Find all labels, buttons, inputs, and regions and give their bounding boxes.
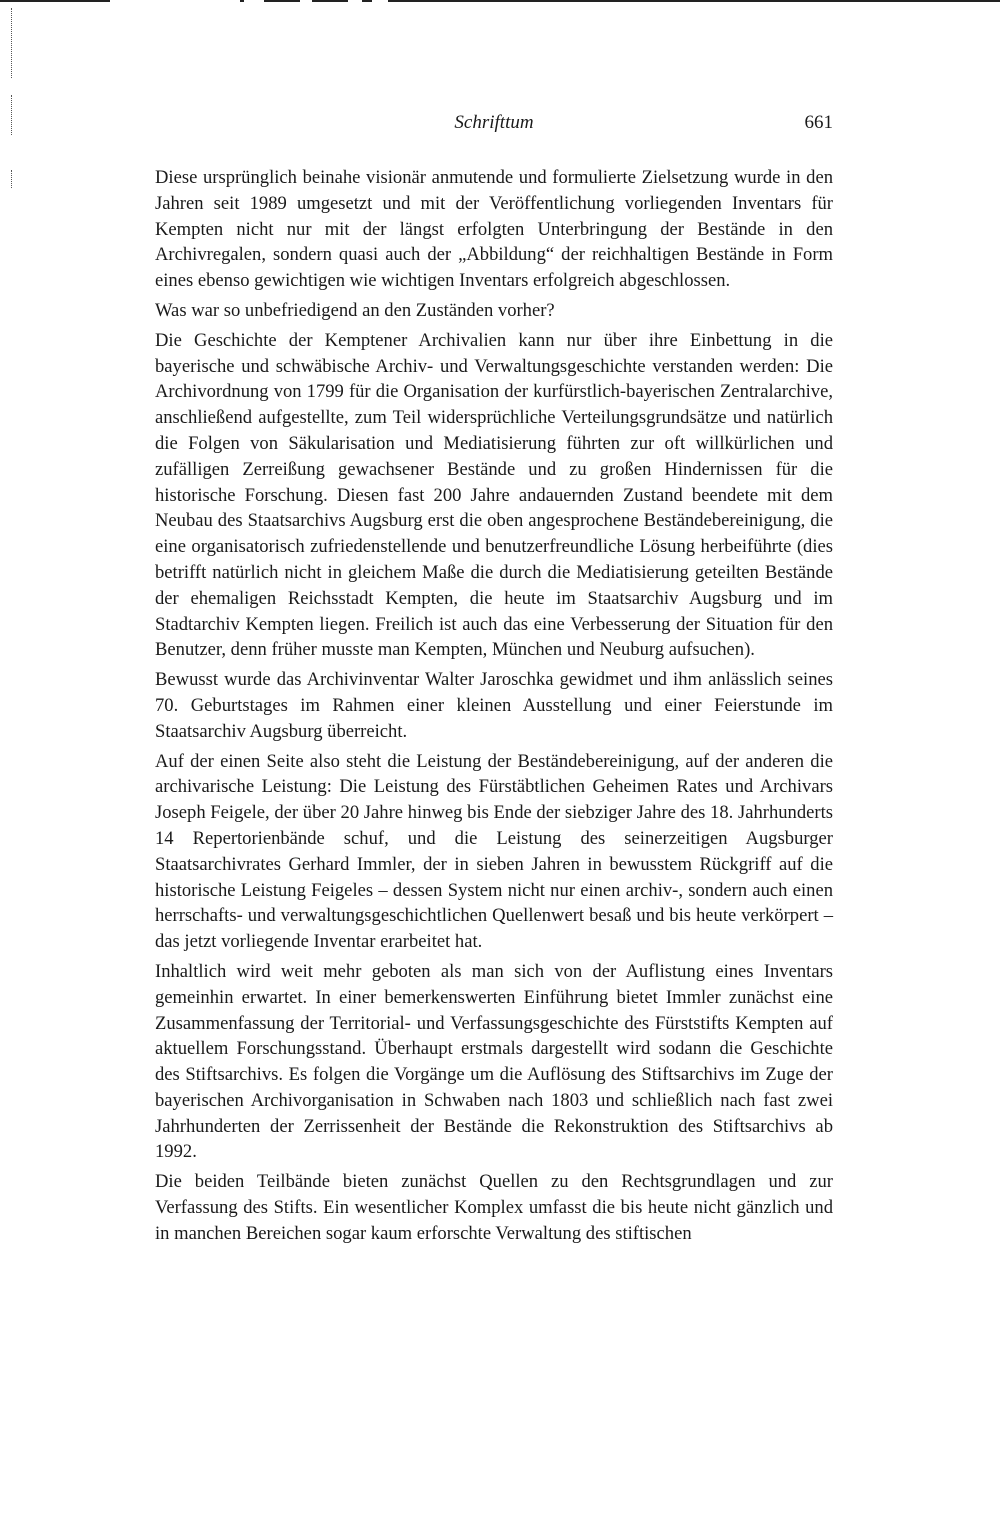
scan-mark-left — [11, 170, 12, 188]
paragraph: Bewusst wurde das Archivinventar Walter Jaroschka gewidmet und ihm anlässlich seines 70. Geburtstages im Rahmen einer kleinen Ausstellung und einer Feierstunde im Staatsarchiv Augsburg überreicht. — [155, 669, 833, 742]
paragraph: Inhaltlich wird weit mehr geboten als man sich von der Auflistung eines Inventars gemeinhin erwartet. In einer bemerkenswerten Einführung bietet Immler zunächst eine Zusammenfassung der Territorial- und Verfassungsgeschichte des Fürststifts Kempten auf aktuellem Forschungsstand. Überhaupt erstmals dargestellt wird sodann die Geschichte des Stiftsarchivs. Es folgen die Vorgänge um die Auflösung des Stiftsarchivs im Zuge der bayerischen Archivorganisation in Schwaben nach 1803 und schließlich nach fast zwei Jahrhunderten der Zerrissenheit der Bestände die Rekonstruktion des Stiftsarchivs ab 1992. — [155, 960, 833, 1163]
scan-mark-left — [11, 95, 12, 135]
scan-mark-left — [11, 8, 12, 78]
running-head — [155, 112, 833, 142]
paragraph: Diese ursprünglich beinahe visionär anmutende und formulierte Zielsetzung wurde in den Jahren seit 1989 umgesetzt und mit der Veröffentlichung vorliegenden Inventars für Kempten nicht nur mit der längst erfolgten Unterbringung der Bestände in den Archivregalen, sondern quasi auch der „Abbildung“ der reichhaltigen Bestände in Form eines ebenso gewichtigen wie wichtigen Inventars erfolgreich abgeschlossen. — [155, 167, 833, 292]
paragraph: Die beiden Teilbände bieten zunächst Quellen zu den Rechtsgrundlagen und zur Verfassung des Stifts. Ein wesentlicher Komplex umfasst die bis heute nicht gänzlich und in manchen Bereichen sogar kaum erforschte Verwaltung des stiftischen — [155, 1171, 833, 1244]
paragraph: Was war so unbefriedigend an den Zuständen vorher? — [155, 299, 555, 321]
page-number: 661 — [804, 112, 833, 133]
scan-border-top — [0, 0, 1000, 2]
body-text — [155, 165, 833, 1247]
paragraph: Die Geschichte der Kemptener Archivalien kann nur über ihre Einbettung in die bayerische und schwäbische Archiv- und Verwaltungsgeschichte verstanden werden: Die Archivordnung von 1799 für die Organisation der kurfürstlich-bayerischen Zentralarchive, anschließend aufgestellte, zum Teil widersprüchliche Verteilungsgrundsätze und natürlich die Folgen von Säkularisation und Mediatisierung führten zur oft willkürlichen und zufälligen Zerreißung gewachsener Bestände und zu großen Hindernissen für die historische Forschung. Diesen fast 200 Jahre andauernden Zustand beendete mit dem Neubau des Staatsarchivs Augsburg erst die oben angesprochene Beständebereinigung, die eine organisatorisch zufriedenstellende und benutzerfreundliche Lösung herbeiführte (dies betrifft natürlich nicht in gleichem Maße die durch die Mediatisierung geteilten Bestände der ehemaligen Reichsstadt Kempten, die heute im Staatsarchiv Augsburg und im Stadtarchiv Kempten liegen. Freilich ist auch das eine Verbesserung der Situation für den Benutzer, denn früher musste man Kempten, München und Neuburg aufsuchen). — [155, 329, 833, 661]
running-head-title: Schrifttum — [454, 112, 534, 133]
paragraph: Auf der einen Seite also steht die Leistung der Beständebereinigung, auf der anderen die archivarische Leistung: Die Leistung des Fürstäbtlichen Geheimen Rates und Archivars Joseph Feigele, der über 20 Jahre hinweg bis Ende der siebziger Jahre des 18. Jahrhunderts 14 Repertorienbände schuf, und die Leistung des seinerzeitigen Augsburger Staatsarchivrates Gerhard Immler, der in sieben Jahren in bewusstem Rückgriff auf die historische Leistung Feigeles – dessen System nicht nur einen archiv-, sondern auch einen herrschafts- und verwaltungsgeschichtlichen Quellenwert besaß und bis heute verkörpert – das jetzt vorliegende Inventar erarbeitet hat. — [155, 750, 833, 953]
